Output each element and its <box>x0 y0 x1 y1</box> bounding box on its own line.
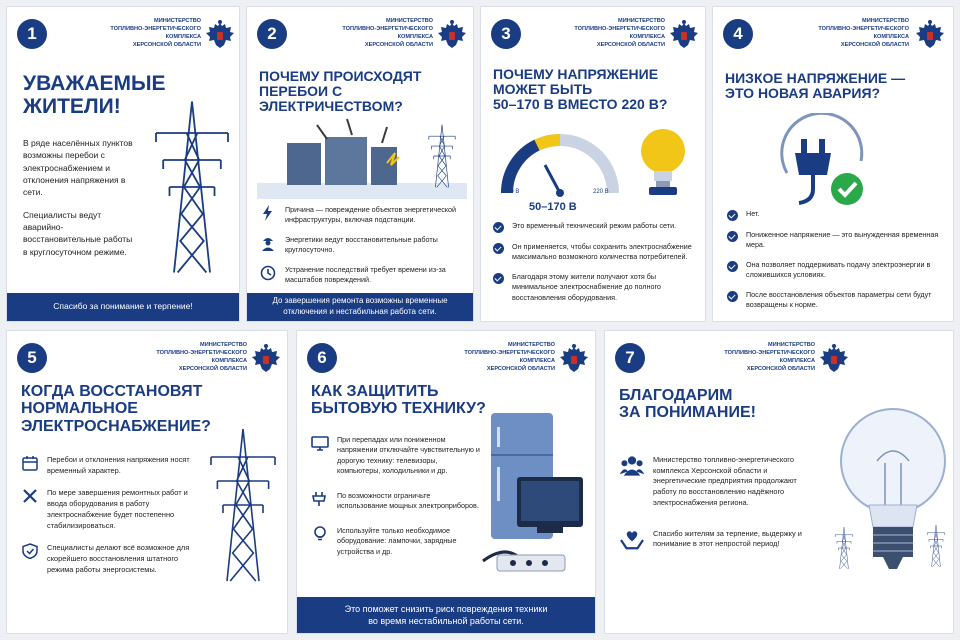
card-title: КОГДА ВОССТАНОВЯТ НОРМАЛЬНОЕ ЭЛЕКТРОСНАБЖЕНИЕ? <box>21 383 211 435</box>
shield-icon <box>21 543 39 559</box>
card-number: 5 <box>17 343 47 373</box>
people-group-icon <box>619 455 645 477</box>
list-item: Он применяется, чтобы сохранить электроснабжение максимально возможного количества потребителей. <box>493 242 697 263</box>
list-item: По возможности ограничьте использование мощных электроприборов. <box>311 491 481 512</box>
check-icon <box>493 222 504 233</box>
reasons-list <box>259 205 465 295</box>
card-number: 7 <box>615 343 645 373</box>
card-6 <box>296 330 596 634</box>
coat-of-arms-icon <box>669 19 699 51</box>
power-pylon-illustration <box>203 407 283 603</box>
lightning-icon <box>259 205 277 221</box>
check-icon <box>727 261 738 272</box>
ministry-name: МИНИСТЕРСТВО ТОПЛИВНО-ЭНЕРГЕТИЧЕСКОГО КОМПЛЕКСА ХЕРСОНСКОЙ ОБЛАСТИ <box>110 18 201 49</box>
card-title: БЛАГОДАРИМ ЗА ПОНИМАНИЕ! <box>619 387 756 422</box>
ministry-name: МИНИСТЕРСТВО ТОПЛИВНО-ЭНЕРГЕТИЧЕСКОГО КОМПЛЕКСА ХЕРСОНСКОЙ ОБЛАСТИ <box>342 18 433 49</box>
list-item: Энергетики ведут восстановительные работы круглосуточно. <box>259 235 465 256</box>
card-number: 3 <box>491 19 521 49</box>
list-item: Нет. <box>727 209 945 221</box>
ministry-name: МИНИСТЕРСТВО ТОПЛИВНО-ЭНЕРГЕТИЧЕСКОГО КОМПЛЕКСА ХЕРСОНСКОЙ ОБЛАСТИ <box>818 18 909 49</box>
list-item: Она позволяет поддерживать подачу электроэнергии в сложившихся условиях. <box>727 260 945 281</box>
card-title: УВАЖАЕМЫЕ ЖИТЕЛИ! <box>23 72 166 118</box>
card-title: ПОЧЕМУ НАПРЯЖЕНИЕ МОЖЕТ БЫТЬ 50–170 В ВМЕСТО 220 В? <box>493 66 668 113</box>
card-number: 4 <box>723 19 753 49</box>
check-icon <box>727 231 738 242</box>
list-item: Спасибо жителям за терпение, выдержку и понимание в этот непростой период! <box>619 529 815 551</box>
card-number: 2 <box>257 19 287 49</box>
card-1 <box>6 6 240 322</box>
ministry-name: МИНИСТЕРСТВО ТОПЛИВНО-ЭНЕРГЕТИЧЕСКОГО КОМПЛЕКСА ХЕРСОНСКОЙ ОБЛАСТИ <box>724 342 815 373</box>
calendar-icon <box>21 455 39 471</box>
check-icon <box>493 273 504 284</box>
explanation-list <box>493 221 697 312</box>
bulb-icon <box>311 526 329 542</box>
list-item: Это временный технический режим работы сети. <box>493 221 697 233</box>
check-icon <box>727 291 738 302</box>
card-title: КАК ЗАЩИТИТЬ БЫТОВУЮ ТЕХНИКУ? <box>311 383 486 418</box>
monitor-icon <box>311 435 329 451</box>
list-item: Причина — повреждение объектов энергетической инфраструктуры, включая подстанции. <box>259 205 465 226</box>
card-number: 6 <box>307 343 337 373</box>
list-item: Перебои и отклонения напряжения носят временный характер. <box>21 455 193 476</box>
protection-list <box>311 435 481 566</box>
list-item: При перепадах или пониженном напряжении отключайте чувствительную и дорогую технику: телевизоры, компьютеры, холодильники и др. <box>311 435 481 477</box>
card-7 <box>604 330 954 634</box>
gauge-value-label: 50–170 В <box>529 201 577 213</box>
recovery-list <box>21 455 193 585</box>
card-body: В ряде населённых пунктов возможны перебои с электроснабжением и отклонения напряжения в сети. Специалисты ведут аварийно-восстановительные работы в круглосуточном режиме. <box>23 138 133 257</box>
list-item: Специалисты делают всё возможное для скорейшего восстановления штатного режима работы энергосистемы. <box>21 543 193 575</box>
list-item: Пониженное напряжение — это вынужденная временная мера. <box>727 230 945 251</box>
tools-icon <box>21 488 39 504</box>
card-4 <box>712 6 954 322</box>
coat-of-arms-icon <box>437 19 467 51</box>
voltage-gauge <box>497 125 623 209</box>
check-icon <box>493 243 504 254</box>
thanks-list <box>619 455 815 560</box>
damaged-substation-illustration <box>257 113 467 199</box>
clock-icon <box>259 265 277 281</box>
list-item: По мере завершения ремонтных работ и ввода оборудования в работу электроснабжение будет постепенно стабилизироваться. <box>21 488 193 531</box>
worker-icon <box>259 235 277 251</box>
card-footer: Это поможет снизить риск повреждения техники во время нестабильной работы сети. <box>297 597 595 633</box>
list-item: Благодаря этому жители получают хотя бы минимальное электроснабжение до полного восстановления оборудования. <box>493 272 697 303</box>
power-plug-icon <box>769 113 879 209</box>
ministry-name: МИНИСТЕРСТВО ТОПЛИВНО-ЭНЕРГЕТИЧЕСКОГО КОМПЛЕКСА ХЕРСОНСКОЙ ОБЛАСТИ <box>464 342 555 373</box>
coat-of-arms-icon <box>559 343 589 375</box>
card-title: ПОЧЕМУ ПРОИСХОДЯТ ПЕРЕБОИ С ЭЛЕКТРИЧЕСТВОМ? <box>259 68 422 115</box>
coat-of-arms-icon <box>251 343 281 375</box>
list-item: Используйте только необходимое оборудование: лампочки, зарядные устройства и др. <box>311 526 481 557</box>
card-number: 1 <box>17 19 47 49</box>
coat-of-arms-icon <box>819 343 849 375</box>
check-icon <box>727 210 738 221</box>
light-bulb-icon <box>637 125 689 199</box>
plug-icon <box>311 491 329 507</box>
coat-of-arms-icon <box>205 19 235 51</box>
gauge-min-label: 50 В <box>507 189 520 195</box>
card-5 <box>6 330 288 634</box>
card-2 <box>246 6 474 322</box>
list-item: Министерство топливно-энергетического комплекса Херсонской области и энергетические предприятия продолжают работу по восстановлению надёжного электроснабжения региона. <box>619 455 815 509</box>
card-title: НИЗКОЕ НАПРЯЖЕНИЕ — ЭТО НОВАЯ АВАРИЯ? <box>725 70 906 102</box>
gauge-max-label: 220 В <box>593 189 609 195</box>
light-bulb-illustration <box>831 393 949 597</box>
answer-list <box>727 209 945 320</box>
ministry-name: МИНИСТЕРСТВО ТОПЛИВНО-ЭНЕРГЕТИЧЕСКОГО КОМПЛЕКСА ХЕРСОНСКОЙ ОБЛАСТИ <box>574 18 665 49</box>
list-item: Устранение последствий требует времени из-за масштабов повреждений. <box>259 265 465 286</box>
power-pylon-illustration <box>147 93 237 281</box>
card-footer: До завершения ремонта возможны временные отключения и нестабильная работа сети. <box>247 293 473 321</box>
heart-hands-icon <box>619 529 645 551</box>
ministry-name: МИНИСТЕРСТВО ТОПЛИВНО-ЭНЕРГЕТИЧЕСКОГО КОМПЛЕКСА ХЕРСОНСКОЙ ОБЛАСТИ <box>156 342 247 373</box>
coat-of-arms-icon <box>915 19 945 51</box>
card-footer: Спасибо за понимание и терпение! <box>7 293 239 321</box>
appliances-illustration <box>477 411 589 593</box>
list-item: После восстановления объектов параметры сети будут возвращены к норме. <box>727 290 945 311</box>
card-3 <box>480 6 706 322</box>
